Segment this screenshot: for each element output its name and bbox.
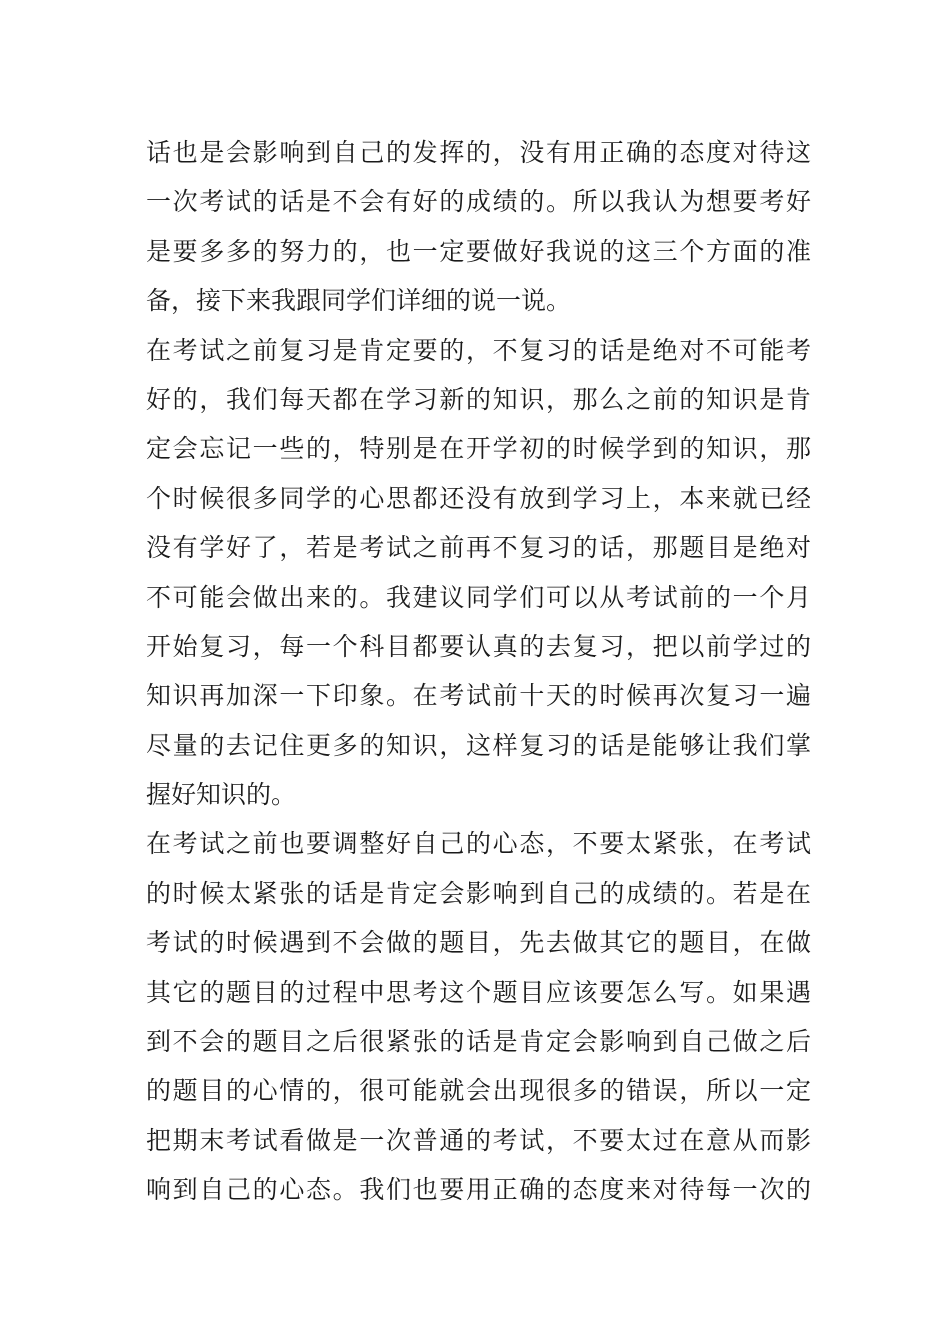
text-line: 开始复习，每一个科目都要认真的去复习，把以前学过的	[146, 631, 811, 661]
paragraph-3	[146, 819, 811, 1214]
text-line: 把期末考试看做是一次普通的考试，不要太过在意从而影	[146, 1125, 811, 1155]
paragraph-1	[146, 128, 811, 326]
text-line: 定会忘记一些的，特别是在开学初的时候学到的知识，那	[146, 434, 811, 464]
text-line: 的时候太紧张的话是肯定会影响到自己的成绩的。若是在	[146, 878, 811, 908]
text-line: 是要多多的努力的，也一定要做好我说的这三个方面的准	[146, 236, 811, 266]
text-line: 备，接下来我跟同学们详细的说一说。	[146, 286, 572, 316]
body-text	[146, 128, 811, 1215]
text-line: 个时候很多同学的心思都还没有放到学习上，本来就已经	[146, 483, 811, 513]
text-line: 在考试之前也要调整好自己的心态，不要太紧张，在考试	[146, 829, 811, 859]
text-line: 尽量的去记住更多的知识，这样复习的话是能够让我们掌	[146, 730, 811, 760]
text-line: 响到自己的心态。我们也要用正确的态度来对待每一次的	[146, 1175, 811, 1205]
text-line: 话也是会影响到自己的发挥的，没有用正确的态度对待这	[146, 138, 811, 167]
text-line: 知识再加深一下印象。在考试前十天的时候再次复习一遍	[146, 681, 811, 711]
text-line: 不可能会做出来的。我建议同学们可以从考试前的一个月	[146, 582, 811, 612]
text-line: 一次考试的话是不会有好的成绩的。所以我认为想要考好	[146, 187, 811, 217]
text-line: 到不会的题目之后很紧张的话是肯定会影响到自己做之后	[146, 1027, 811, 1057]
text-line: 没有学好了，若是考试之前再不复习的话，那题目是绝对	[146, 533, 811, 563]
text-line: 其它的题目的过程中思考这个题目应该要怎么写。如果遇	[146, 977, 811, 1007]
text-line: 在考试之前复习是肯定要的，不复习的话是绝对不可能考	[146, 335, 811, 365]
text-line: 考试的时候遇到不会做的题目，先去做其它的题目，在做	[146, 928, 811, 958]
paragraph-2	[146, 326, 811, 820]
text-line: 好的，我们每天都在学习新的知识，那么之前的知识是肯	[146, 384, 811, 414]
text-line: 握好知识的。	[146, 780, 297, 810]
text-line: 的题目的心情的，很可能就会出现很多的错误，所以一定	[146, 1076, 811, 1106]
